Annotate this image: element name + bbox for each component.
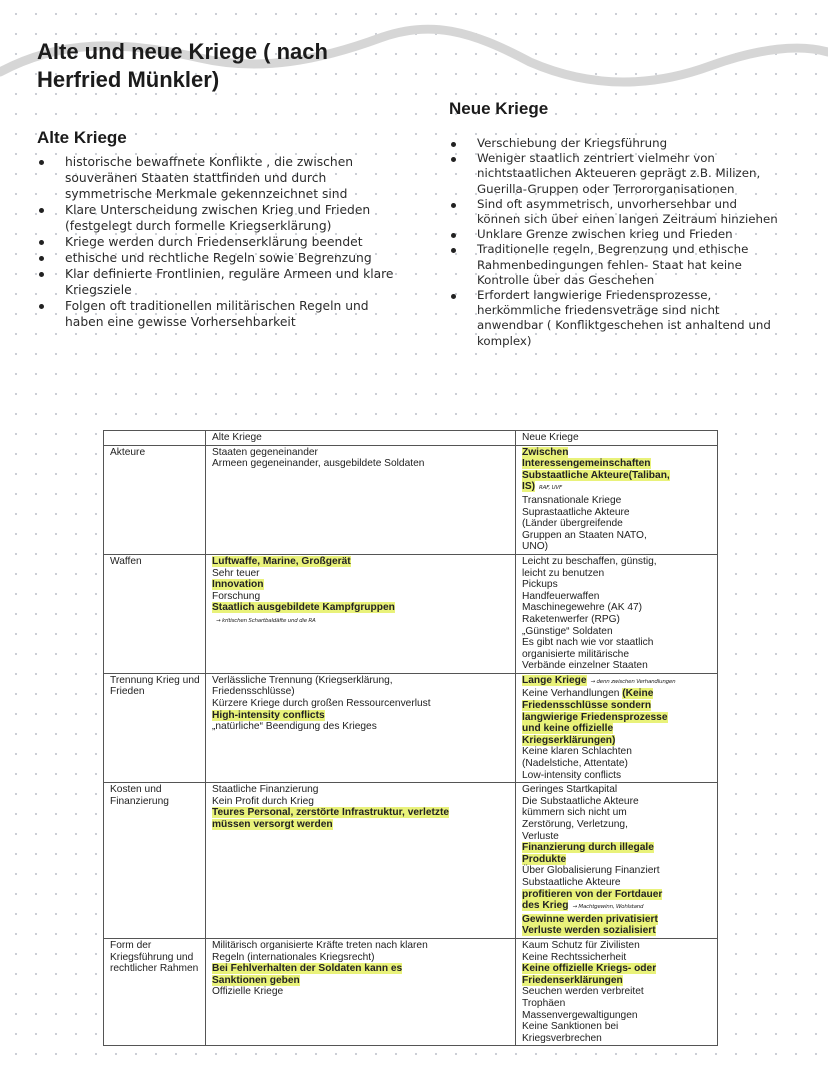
cell-text: Die Substaatliche Akteure [522,795,639,807]
cell-line [522,819,712,831]
handwritten-note: → denn zwischen Verhandlungen [590,678,676,685]
cell-line: Keine Verhandlungen (Keine [522,688,654,700]
cell-line [522,746,712,758]
cell-text: UNO) [522,541,549,553]
cell-line [522,770,712,782]
cell-line [522,470,712,482]
cell-text: des Krieg [522,900,569,912]
alte-kriege-item: Klar definierte Frontlinien, reguläre Armeen und klare Kriegsziele [37,266,407,298]
cell-text: Friedensschlüsse sondern [522,700,652,712]
alte-kriege-cell [206,445,516,554]
cell-line [522,952,712,964]
cell-line [522,998,712,1010]
cell-text: Gruppen an Staaten NATO, [522,529,647,541]
cell-line [522,700,712,712]
neue-kriege-cell [516,938,718,1045]
cell-line [522,568,712,580]
cell-line [212,675,510,687]
cell-line [522,637,712,649]
cell-line [522,723,712,735]
cell-line [522,712,712,724]
cell-line [522,986,712,998]
cell-line [212,579,510,591]
cell-line [522,940,712,952]
cell-line [522,975,712,987]
neue-kriege-item: Sind oft asymmetrisch, unvorhersehbar und können sich über einen langen Zeitraum hinziehen [449,197,779,227]
cell-line [522,889,712,901]
cell-line [212,963,510,975]
cell-text: Low-intensity conflicts [522,769,622,781]
cell-text: organisierte militärische [522,648,630,660]
cell-line [212,698,510,710]
handwritten-note: RAF, UVF [539,485,562,492]
cell-text: Friedensschlüsse) [212,686,295,698]
table-row [104,673,718,782]
table-header-empty [104,431,206,446]
cell-text: Staatliche Finanzierung [212,784,319,796]
table-row [104,938,718,1045]
alte-kriege-item: historische bewaffnete Konflikte , die zwischen souveränen Staaten stattfinden und durch symmetrische Merkmale gekennzeichnet sind [37,154,407,202]
cell-text: Raketenwerfer (RPG) [522,613,620,625]
cell-text: Es gibt nach wie vor staatlich [522,637,654,649]
neue-kriege-item: Unklare Grenze zwischen krieg und Frieden [449,227,779,242]
cell-text: Keine offizielle Kriegs- oder [522,963,657,975]
alte-kriege-item: Folgen oft traditionellen militärischen Regeln und haben eine gewisse Vorhersehbarkeit [37,298,407,330]
cell-text: Luftwaffe, Marine, Großgerät [212,555,351,567]
cell-line [212,721,510,733]
alte-kriege-item: Kriege werden durch Friedenserklärung beendet [37,234,407,250]
neue-kriege-cell [516,673,718,782]
cell-line [212,686,510,698]
cell-line [212,458,510,470]
cell-text: Keine klaren Schlachten [522,746,632,758]
cell-text: Forschung [212,590,261,602]
cell-text: Finanzierung durch illegale [522,842,654,854]
cell-line [522,831,712,843]
cell-text: Verluste werden sozialisiert [522,925,656,937]
cell-line [522,458,712,470]
cell-text: leicht zu benutzen [522,567,605,579]
cell-text: Keine Rechtssicherheit [522,951,627,963]
cell-text: Verlässliche Trennung (Kriegserklärung, [212,674,393,686]
cell-line [522,758,712,770]
cell-text: Friedenserklärungen [522,974,623,986]
cell-line [212,614,510,628]
cell-text: Kaum Schutz für Zivilisten [522,939,640,951]
cell-text: Staaten gegeneinander [212,446,318,458]
cell-line [522,854,712,866]
cell-text: Substaatliche Akteure [522,876,621,888]
cell-line [522,1010,712,1022]
cell-text: langwierige Friedensprozesse [522,711,668,723]
cell-line [522,675,712,689]
cell-text: Kein Profit durch Krieg [212,795,314,807]
cell-text: Trophäen [522,997,566,1009]
cell-text: Innovation [212,579,264,591]
cell-text: Regeln (internationales Kriegsrecht) [212,951,375,963]
table-header-neue-kriege: Neue Kriege [516,431,718,446]
cell-line [212,952,510,964]
comparison-table [103,430,718,1046]
cell-line [522,602,712,614]
neue-kriege-cell [516,554,718,673]
cell-line [212,568,510,580]
neue-kriege-item: Traditionelle regeln, Begrenzung und ethische Rahmenbedingungen fehlen- Staat hat keine Kontrolle über das Geschehen [449,242,779,288]
cell-text: Militärisch organisierte Kräfte treten nach klaren [212,939,428,951]
cell-line [212,784,510,796]
cell-line [522,925,712,937]
cell-text: Verluste [522,830,559,842]
cell-line [522,796,712,808]
alte-kriege-item: Klare Unterscheidung zwischen Krieg und Frieden (festgelegt durch formelle Kriegserklärung) [37,202,407,234]
cell-line [522,591,712,603]
neue-kriege-item: Verschiebung der Kriegsführung [449,136,779,151]
cell-line [522,660,712,672]
cell-line [212,975,510,987]
table-header-alte-kriege: Alte Kriege [206,431,516,446]
cell-line [522,518,712,530]
cell-text: kümmern sich nicht um [522,807,627,819]
row-label: Akteure [104,445,206,554]
cell-line [212,591,510,603]
cell-text: IS) [522,481,536,493]
cell-line [212,447,510,459]
row-label: Waffen [104,554,206,673]
cell-line [522,614,712,626]
row-label: Trennung Krieg und Frieden [104,673,206,782]
cell-line [212,986,510,998]
cell-line [522,1033,712,1045]
cell-line [212,819,510,831]
table-row [104,445,718,554]
cell-text: Keine Sanktionen bei [522,1021,619,1033]
cell-line [522,530,712,542]
cell-line [522,556,712,568]
cell-text: Sanktionen geben [212,974,300,986]
cell-text: Armeen gegeneinander, ausgebildete Soldaten [212,458,425,470]
cell-line [522,541,712,553]
cell-line [522,865,712,877]
cell-line [212,602,510,614]
cell-line [522,877,712,889]
cell-text: High-intensity conflicts [212,709,325,721]
cell-line [522,784,712,796]
cell-text: (Länder übergreifende [522,518,623,530]
cell-text: Interessengemeinschaften [522,458,651,470]
cell-text: Kriegsverbrechen [522,1032,602,1044]
cell-text: Über Globalisierung Finanziert [522,865,660,877]
cell-line [522,481,712,495]
cell-text: Lange Kriege [522,674,587,686]
cell-line [212,556,510,568]
cell-text: Gewinne werden privatisiert [522,913,658,925]
cell-text: Maschinegewehre (AK 47) [522,602,643,614]
cell-text: Staatlich ausgebildete Kampfgruppen [212,602,395,614]
alte-kriege-section [37,128,407,330]
table-row [104,554,718,673]
cell-line [522,507,712,519]
alte-kriege-list [37,154,407,330]
neue-kriege-cell [516,445,718,554]
cell-text: Kürzere Kriege durch großen Ressourcenverlust [212,698,431,710]
cell-text: Leicht zu beschaffen, günstig, [522,555,657,567]
handwritten-note: → kritischen Schartbaldäfte und die RA [216,617,316,624]
cell-text: Geringes Startkapital [522,784,618,796]
cell-text: Teures Personal, zerstörte Infrastruktur, verletzte [212,807,450,819]
alte-kriege-item: ethische und rechtliche Regeln sowie Begrenzung [37,250,407,266]
cell-line [522,579,712,591]
cell-text: „natürliche“ Beendigung des Krieges [212,721,377,733]
cell-text: Massenvergewaltigungen [522,1009,638,1021]
neue-kriege-list [449,136,779,349]
cell-text: Handfeuerwaffen [522,590,600,602]
cell-text: Pickups [522,579,558,591]
cell-text: „Günstige“ Soldaten [522,625,613,637]
cell-line [212,796,510,808]
cell-text: Suprastaatliche Akteure [522,506,630,518]
cell-line [522,963,712,975]
cell-line [522,842,712,854]
cell-line [212,940,510,952]
cell-line [212,710,510,722]
neue-kriege-section [449,136,779,349]
row-label: Kosten und Finanzierung [104,783,206,939]
cell-text: Zwischen [522,446,569,458]
cell-text: Seuchen werden verbreitet [522,986,644,998]
cell-text: Bei Fehlverhalten der Soldaten kann es [212,963,403,975]
cell-line [522,649,712,661]
cell-line [522,1021,712,1033]
alte-kriege-cell [206,554,516,673]
neue-kriege-item: Weniger staatlich zentriert vielmehr von nichtstaatlichen Akteueren geprägt z.B. Milizen, Guerilla-Gruppen oder Terrororganisationen [449,151,779,197]
cell-text: müssen versorgt werden [212,819,333,830]
alte-kriege-cell [206,783,516,939]
neue-kriege-cell [516,783,718,939]
alte-kriege-heading: Alte Kriege [37,128,127,147]
cell-line [522,807,712,819]
table-header-row [104,431,718,446]
page-title: Alte und neue Kriege ( nach Herfried Münkler) [37,39,328,92]
cell-text: Verbände einzelner Staaten [522,660,648,672]
neue-kriege-heading: Neue Kriege [449,99,549,118]
cell-text: profitieren von der Fortdauer [522,888,663,900]
cell-line [522,495,712,507]
handwritten-note: → Machtgewinn, Wohlstand [572,904,644,911]
cell-text: Produkte [522,853,567,865]
cell-line [522,900,712,914]
table-row [104,783,718,939]
cell-text: Transnationale Kriege [522,494,622,506]
cell-line [522,914,712,926]
cell-text: Kriegserklärungen) [522,734,616,746]
alte-kriege-cell [206,673,516,782]
neue-kriege-item: Erfordert langwierige Friedensprozesse, herkömmliche friedensveträge sind nicht anwendbar ( Konfliktgeschehen ist anhaltend und komplex) [449,288,779,349]
cell-text: (Nadelstiche, Attentate) [522,758,628,770]
cell-text: Sehr teuer [212,567,260,579]
alte-kriege-cell [206,938,516,1045]
cell-line [522,735,712,747]
cell-line [212,807,510,819]
cell-line [522,626,712,638]
cell-text: Substaatliche Akteure(Taliban, [522,469,670,481]
cell-text: und keine offizielle [522,723,614,735]
row-label: Form der Kriegsführung und rechtlicher Rahmen [104,938,206,1045]
cell-text: Zerstörung, Verletzung, [522,819,628,830]
cell-line [522,447,712,459]
cell-text: Offizielle Kriege [212,986,284,998]
